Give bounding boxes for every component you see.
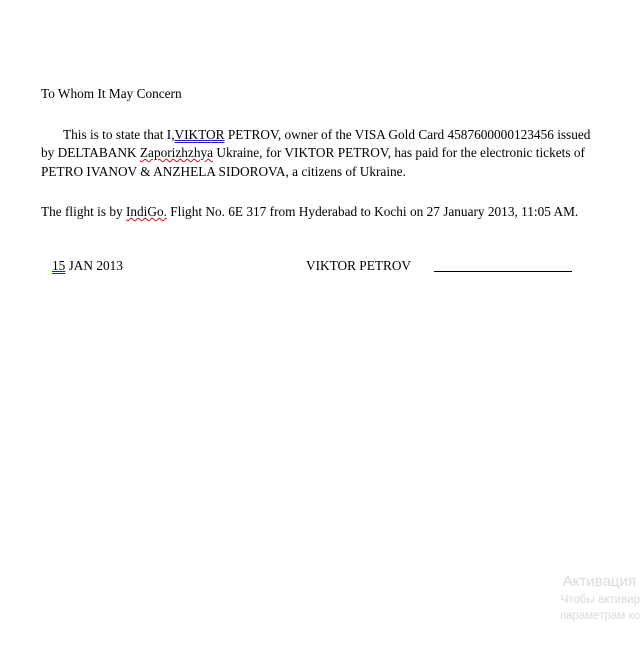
statement-middle: PETROV, owner of the VISA Gold Card 4587600000123456 issued by DELTABANK	[41, 126, 591, 160]
watermark-title: Активация	[562, 573, 636, 590]
activation-watermark	[440, 572, 640, 624]
statement-suffix: Ukraine, for VIKTOR PETROV, has paid for the electronic tickets of PETRO IVANOV & ANZHELA SIDOROVA, a citizens of Ukraine.	[41, 145, 585, 179]
document-text-body	[41, 85, 591, 222]
flight-prefix: The flight is by	[41, 204, 126, 219]
watermark-line-1: Чтобы активир	[560, 594, 640, 606]
flight-suffix: Flight No. 6E 317 from Hyderabad to Kochi on 27 January 2013, 11:05 AM.	[166, 204, 579, 219]
statement-prefix: This is to state that I,	[63, 126, 175, 142]
signature-name: VIKTOR PETROV	[306, 258, 412, 273]
statement-name-flagged: VIKTOR	[174, 126, 225, 142]
airline-flagged: IndiGo.	[125, 204, 167, 219]
signature-date	[52, 257, 123, 275]
bank-city-flagged: Zaporizhzhya	[139, 145, 214, 160]
paragraph-statement	[41, 126, 591, 182]
watermark-line-2: параметрам ко	[559, 610, 640, 622]
signature-line	[434, 270, 572, 272]
signature-date-day-flagged: 15	[52, 258, 66, 273]
signature-date-rest: JAN 2013	[65, 258, 123, 273]
salutation-line: To Whom It May Concern	[41, 86, 182, 101]
paragraph-flight	[41, 203, 591, 222]
